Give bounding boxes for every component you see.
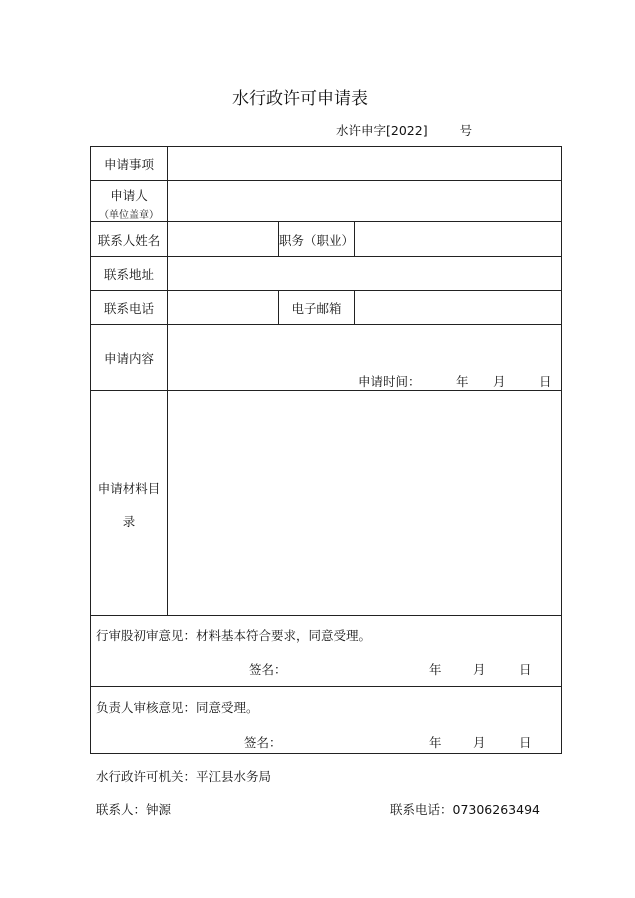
materials-field[interactable] [168,391,561,615]
footer-contact-person: 联系人：钟源 [96,802,172,817]
position-label: 职务（职业） [279,233,355,248]
footer-contact-phone: 联系电话：07306263494 [390,802,540,817]
initial-review-day: 日 [519,662,532,677]
initial-review-year: 年 [429,662,442,677]
phone-field[interactable] [168,291,278,324]
position-field[interactable] [355,222,561,256]
head-review-day: 日 [519,735,532,750]
contact-name-field[interactable] [168,222,278,256]
address-field[interactable] [168,257,561,290]
materials-label-line2: 录 [122,514,136,529]
licensing-authority: 水行政许可机关：平江县水务局 [96,769,272,784]
apply-time-month: 月 [493,374,506,389]
content-field[interactable] [168,325,561,365]
phone-label: 联系电话 [103,301,154,316]
content-label: 申请内容 [103,351,154,366]
apply-time-day: 日 [539,374,552,389]
row-divider [90,686,562,687]
initial-review-sign-label: 签名： [249,662,287,677]
email-field[interactable] [355,291,561,324]
head-review-sign-label: 签名： [244,735,282,750]
form-title: 水行政许可申请表 [232,89,368,109]
contact-name-label: 联系人姓名 [97,233,161,248]
apply-time-year: 年 [456,374,469,389]
head-review-year: 年 [429,735,442,750]
address-label: 联系地址 [103,267,154,282]
applicant-field[interactable] [168,181,561,221]
initial-review-month: 月 [473,662,486,677]
applicant-label: 申请人 [110,188,148,203]
email-label: 电子邮箱 [291,301,342,316]
document-number [336,121,472,139]
document-number-prefix: 水许申字[2022] [336,123,428,138]
head-review-opinion: 负责人审核意见：同意受理。 [96,700,259,715]
row-divider [90,615,562,616]
applicant-seal-note: （单位盖章） [99,210,159,221]
materials-label-line1: 申请材料目 [97,481,161,496]
matter-field[interactable] [168,147,561,180]
initial-review-opinion: 行审股初审意见：材料基本符合要求，同意受理。 [96,628,372,643]
matter-label: 申请事项 [103,157,154,172]
apply-time-label: 申请时间： [358,374,421,389]
document-number-suffix: 号 [459,123,473,138]
head-review-month: 月 [473,735,486,750]
